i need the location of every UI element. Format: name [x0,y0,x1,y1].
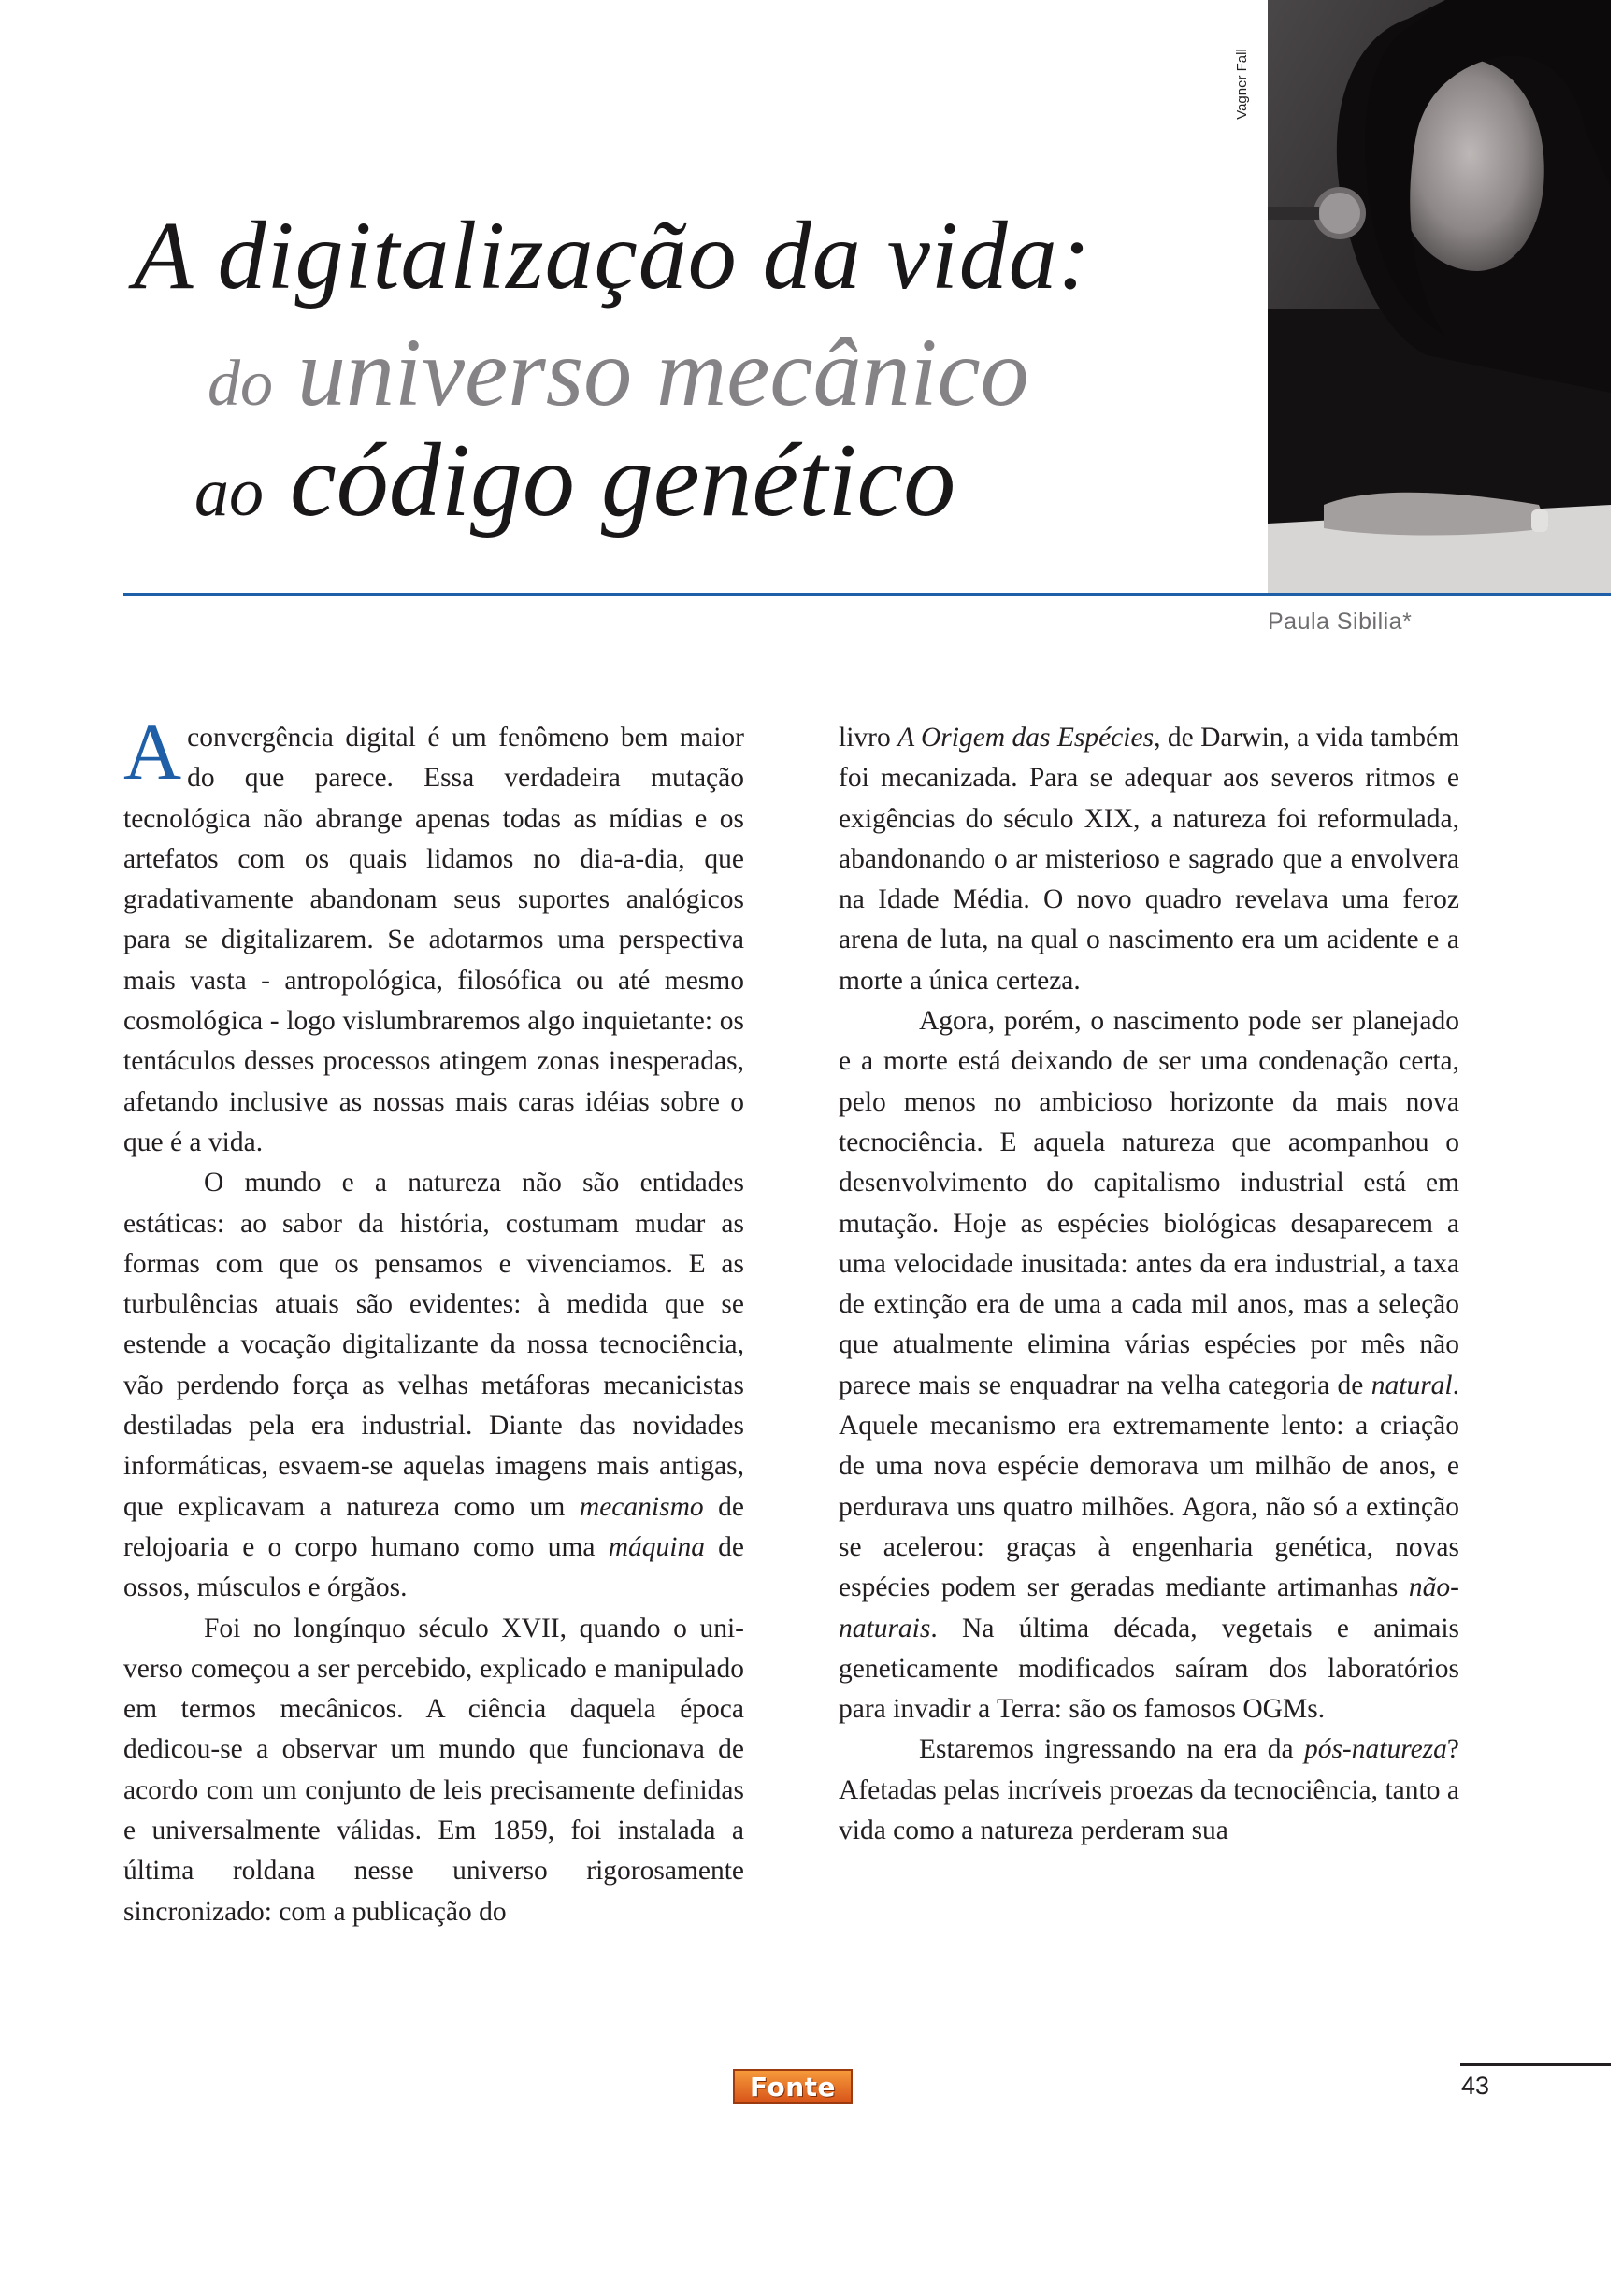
paragraph [123,707,744,1163]
paragraph-text: , de Darwin, a vida também foi mecanizada. Para se adequar aos severos ritmos e exigências do século XIX, a natureza foi reformulada, abandonando o ar misterioso e sagrado que a envolvera na Idade Média. O novo quadro revelava uma feroz arena de luta, na qual o nascimento era um acidente e a morte a única certeza. [839,723,1459,996]
title-line-2-prefix: do [208,348,273,420]
emphasis: natural [1371,1370,1453,1400]
emphasis: máquina [608,1531,705,1562]
title-line-3 [194,423,956,538]
drop-cap: A [123,707,182,796]
fonte-logo: Fonte [733,2069,853,2104]
author-photo [1268,0,1611,596]
title-divider [123,593,1611,596]
paragraph-text: ? Afetadas pelas incríveis proezas da tecnociência, tanto a vida como a natureza perderam sua [839,1734,1459,1846]
title-line-3-main: código genético [290,423,956,538]
author-name: Paula Sibilia* [1268,609,1413,635]
emphasis: mecanismo [579,1491,704,1522]
paragraph-text: Agora, porém, o nascimento pode ser planejado e a morte está deixando de ser uma condenação certa, pelo menos no ambicioso horizonte da mais nova tecnociência. E aquela natureza que acompanhou o desenvolvimento do capitalismo industrial está em mutação. Hoje as espécies biológicas desaparecem a uma velocidade inusitada: antes da era industrial, a taxa de extinção era de uma a cada mil anos, mas a seleção que atualmente elimina várias espécies por mês não parece mais se enquadrar na velha categoria de [839,1006,1459,1400]
paragraph: Foi no longínquo século XVII, quando o universo começou a ser percebido, explicado e manipulado em termos mecânicos. A ciência daquela época dedicou-se a observar um mundo que funcionava de acordo com um conjunto de leis precisamente definidas e universalmente válidas. Em 1859, foi instalada a última roldana nesse universo rigorosamente sincronizado: com a publicação do [123,1613,744,1927]
paragraph-text: Estaremos ingressando na era da [919,1734,1304,1765]
paragraph [839,718,1459,1001]
emphasis: pós-natureza [1303,1734,1447,1765]
author-photo-image [1268,0,1611,596]
paragraph [839,1729,1459,1851]
book-title: A Origem das Espécies [897,723,1155,753]
title-line-2-main: universo mecânico [297,319,1029,426]
article-column-right [839,718,1459,1851]
page-number: 43 [1461,2072,1490,2100]
paragraph-text: . Na última década, vegetais e animais geneticamente modificados saíram dos laboratórios para invadir a Terra: são os famosos OGMs. [839,1613,1459,1725]
paragraph-text: convergência digital é um fenômeno bem maior do que parece. Essa verdadeira mutação tecnológica não abrange apenas todas as mídias e os artefatos com os quais lidamos no dia-a-dia, que gradativamente abandonam seus suportes analógicos para se digitalizarem. Se adotarmos uma perspectiva mais vasta - antropológica, filosófica ou até mesmo cosmológica - logo vislumbraremos algo inquietante: os tentáculos desses processos atingem zonas inesperadas, afetando inclusive as nossas mais caras idéias sobre o que é a vida. [123,723,744,1157]
photo-credit: Vagner Fall [1234,49,1250,120]
article-column-left [123,707,745,1932]
paragraph-text: . Aquele mecanismo era extremamente lento: a criação de uma nova espécie demorava um milhão de anos, e perdurava uns quatro milhões. Agora, não só a extinção se acelerou: graças à engenharia genética, novas espécies podem ser geradas mediante artimanhas [839,1370,1459,1603]
paragraph [839,1001,1459,1729]
paragraph [123,1163,744,1608]
title-line-2 [208,319,1029,426]
emphasis: não-naturais [839,1572,1459,1643]
footer-rule [1460,2063,1611,2066]
title-line-1: A digitalização da vida: [134,202,1092,309]
paragraph-text: de relojoaria e o corpo humano como uma [123,1491,745,1562]
paragraph-text: de ossos, músculos e órgãos. [123,1531,744,1603]
title-line-3-prefix: ao [194,454,264,531]
paragraph-text: livro [839,723,898,753]
paragraph-text: O mundo e a natureza não são entidades estáticas: ao sabor da história, costumam mudar as formas com que os pensamos e vivenciamos. E as turbulências atuais são evidentes: à medida que se estende a vocação digitalizante da nossa tecnociência, vão perdendo força as velhas metáforas mecanicistas destiladas pela era industrial. Diante das novidades informáticas, esvaem-se aquelas imagens mais antigas, que explicavam a natureza como um [123,1168,744,1522]
